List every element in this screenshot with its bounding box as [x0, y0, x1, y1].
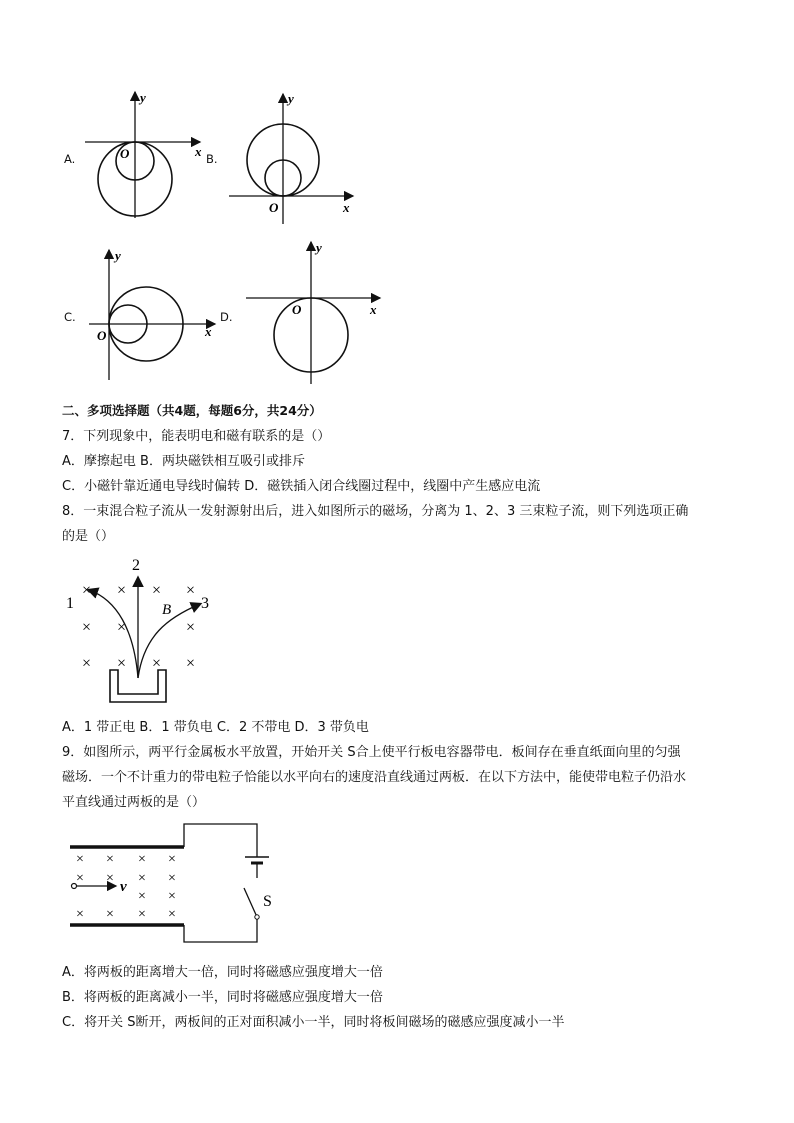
option-c-label: C.	[64, 310, 76, 324]
cross-mark: ×	[106, 852, 114, 867]
x-label: x	[205, 324, 212, 339]
q7-stem: 7．下列现象中，能表明电和磁有联系的是（）	[62, 429, 331, 444]
q8-stem-line2: 的是（）	[62, 529, 115, 544]
origin-label: O	[292, 302, 302, 317]
switch-pivot	[255, 915, 259, 919]
cross-mark: ×	[82, 582, 92, 599]
q9-capacitor-circuit-figure	[62, 820, 292, 950]
beam-1-label: 1	[66, 595, 74, 612]
q9-option-b: B．将两板的距离减小一半，同时将磁感应强度增大一倍	[62, 990, 383, 1005]
option-b-figure	[225, 88, 365, 228]
velocity-label: v	[120, 879, 127, 895]
cross-mark: ×	[76, 852, 84, 867]
option-d-figure	[240, 238, 390, 388]
bottom-wire	[184, 917, 257, 942]
beam-3-label: 3	[201, 595, 209, 612]
origin-label: O	[269, 200, 279, 215]
option-a-figure	[80, 88, 210, 228]
q9-stem-line2: 磁场．一个不计重力的带电粒子恰能以水平向右的速度沿直线通过两板．在以下方法中，能使带电粒子仍沿水	[62, 770, 687, 785]
cross-mark: ×	[138, 889, 146, 904]
option-b-label: B.	[206, 152, 218, 166]
cross-mark: ×	[186, 582, 196, 599]
top-wire	[184, 824, 257, 857]
switch-blade	[244, 888, 257, 917]
cross-mark: ×	[76, 907, 84, 922]
cross-mark: ×	[168, 889, 176, 904]
cross-mark: ×	[76, 871, 84, 886]
y-label: y	[288, 91, 294, 106]
q7-options-cd: C．小磁针靠近通电导线时偏转 D．磁铁插入闭合线圈过程中，线圈中产生感应电流	[62, 479, 541, 494]
option-d-label: D.	[220, 310, 233, 324]
cross-mark: ×	[152, 582, 162, 599]
x-label: x	[195, 144, 202, 159]
q9-option-c: C．将开关 S断开，两板间的正对面积减小一半，同时将板间磁场的磁感应强度减小一半	[62, 1015, 565, 1030]
y-label: y	[316, 240, 322, 255]
q8-options: A．1 带正电 B．1 带负电 C．2 不带电 D．3 带负电	[62, 720, 369, 735]
cross-mark: ×	[106, 871, 114, 886]
cross-mark: ×	[168, 871, 176, 886]
section-header: 二、多项选择题（共4题，每题6分，共24分）	[62, 403, 322, 418]
q9-option-a: A．将两板的距离增大一倍，同时将磁感应强度增大一倍	[62, 965, 383, 980]
cross-mark: ×	[138, 852, 146, 867]
beam-2-label: 2	[132, 557, 140, 574]
cross-mark: ×	[168, 907, 176, 922]
cross-mark: ×	[186, 619, 196, 636]
cross-mark: ×	[152, 655, 162, 672]
x-label: x	[370, 302, 377, 317]
option-c-figure	[85, 244, 225, 384]
cross-mark: ×	[82, 619, 92, 636]
switch-label: S	[263, 893, 272, 910]
y-label: y	[140, 90, 146, 105]
x-label: x	[343, 200, 350, 215]
cross-mark: ×	[106, 907, 114, 922]
cross-mark: ×	[117, 655, 127, 672]
q8-stem-line1: 8．一束混合粒子流从一发射源射出后，进入如图所示的磁场，分离为 1、2、3 三束粒子流，则下列选项正确	[62, 504, 689, 519]
cross-mark: ×	[168, 852, 176, 867]
field-label: B	[162, 602, 172, 618]
q8-magnetic-field-figure	[62, 550, 222, 710]
option-a-label: A.	[64, 152, 76, 166]
charged-particle	[72, 884, 77, 889]
q9-stem-line1: 9．如图所示，两平行金属板水平放置，开始开关 S合上使平行板电容器带电．板间存在垂直纸面向里的匀强	[62, 745, 681, 760]
cross-mark: ×	[82, 655, 92, 672]
cross-mark: ×	[138, 871, 146, 886]
q7-options-ab: A．摩擦起电 B．两块磁铁相互吸引或排斥	[62, 454, 305, 469]
beam-1-path	[89, 590, 138, 678]
origin-label: O	[120, 146, 130, 161]
y-label: y	[115, 248, 121, 263]
cross-mark: ×	[138, 907, 146, 922]
q9-stem-line3: 平直线通过两板的是（）	[62, 795, 206, 810]
cross-mark: ×	[117, 582, 127, 599]
cross-mark: ×	[186, 655, 196, 672]
cross-mark: ×	[117, 619, 127, 636]
origin-label: O	[97, 328, 107, 343]
